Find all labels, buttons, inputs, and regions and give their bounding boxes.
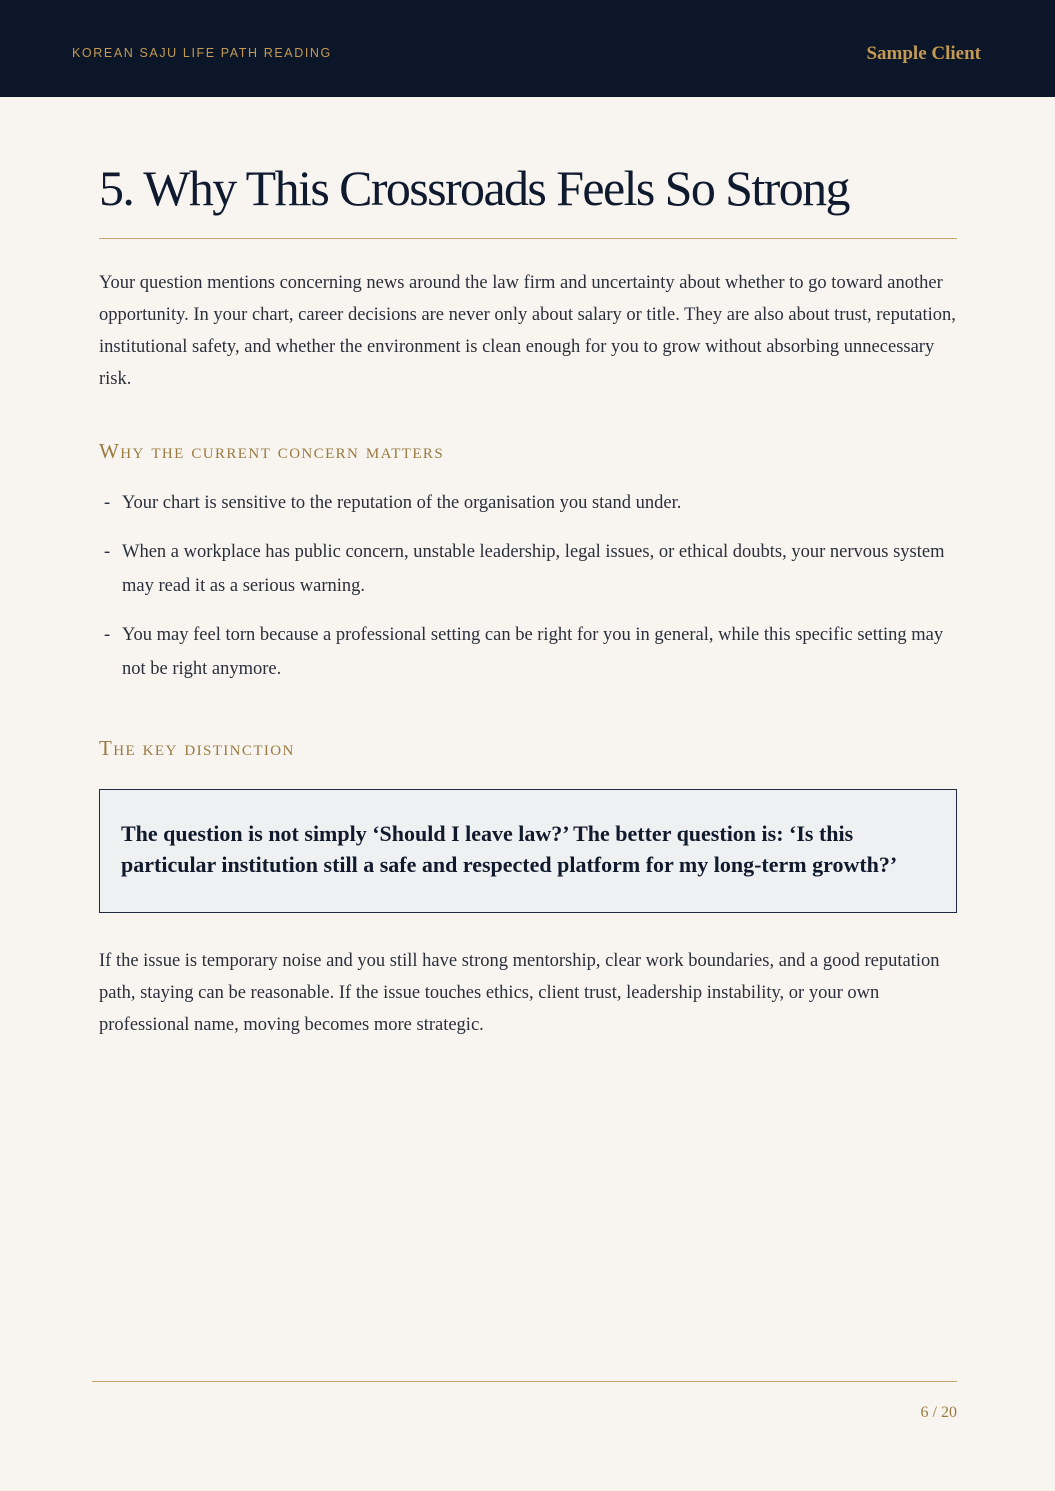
- section-heading-distinction: The key distinction: [99, 736, 295, 760]
- bullet-text: You may feel torn because a professional setting can be right for you in general, while this specific setting may not be right anymore.: [122, 625, 944, 679]
- bullet-dash: -: [104, 625, 111, 645]
- bullet-dash: -: [104, 493, 111, 513]
- page-title: 5. Why This Crossroads Feels So Strong: [99, 160, 849, 216]
- callout-text: The question is not simply ‘Should I leave law?’ The better question is: ‘Is this particular institution still a safe and respected platform for my long-term growth?’: [121, 821, 898, 877]
- page-content: [99, 150, 957, 1041]
- title-divider: [99, 238, 957, 239]
- bullet-dash: -: [104, 542, 111, 562]
- bullet-item: [104, 486, 957, 520]
- page-header: [0, 0, 1055, 97]
- bullet-text: When a workplace has public concern, unstable leadership, legal issues, or ethical doubts, your nervous system may read it as a serious warning.: [122, 542, 945, 596]
- closing-paragraph: If the issue is temporary noise and you still have strong mentorship, clear work boundaries, and a good reputation path, staying can be reasonable. If the issue touches ethics, client trust, leadership instability, or your own professional name, moving becomes more strategic.: [99, 951, 940, 1035]
- section-heading-concern: Why the current concern matters: [99, 439, 445, 463]
- key-question-callout: [99, 789, 957, 913]
- bullet-item: [104, 535, 957, 603]
- footer-divider: [92, 1381, 957, 1382]
- concern-bullet-list: [99, 486, 957, 686]
- client-name: Sample Client: [866, 43, 981, 64]
- report-label: KOREAN SAJU LIFE PATH READING: [72, 46, 332, 60]
- bullet-text: Your chart is sensitive to the reputation of the organisation you stand under.: [122, 493, 682, 513]
- intro-paragraph: Your question mentions concerning news around the law firm and uncertainty about whether to go toward another opportunity. In your chart, career decisions are never only about salary or title. They are also about trust, reputation, institutional safety, and whether the environment is clean enough for you to grow without absorbing unnecessary risk.: [99, 273, 956, 389]
- page-number: 6 / 20: [920, 1404, 957, 1421]
- bullet-item: [104, 618, 957, 686]
